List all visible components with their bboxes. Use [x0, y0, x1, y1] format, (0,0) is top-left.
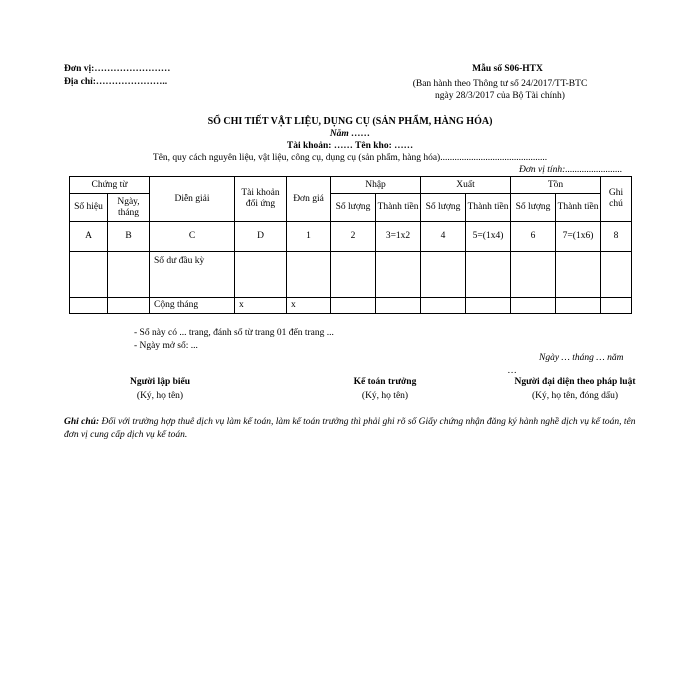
header-nhap: Nhập	[331, 177, 421, 194]
header-xuat-thanh-tien: Thành tiền	[466, 194, 511, 222]
account-line: Tài khoản: …… Tên kho: ……	[286, 141, 414, 151]
header-ton: Tồn	[511, 177, 601, 194]
opening-balance-label: Số dư đầu kỳ	[150, 252, 235, 298]
code-cell: 2	[331, 222, 376, 252]
form-number: Mẫu số S06-HTX	[472, 64, 543, 74]
code-cell: C	[150, 222, 235, 252]
header-dien-giai: Diễn giải	[150, 177, 235, 222]
accountant-title: Kế toán trưởng	[353, 377, 417, 387]
date-line: Ngày … tháng … năm	[539, 353, 624, 363]
entry-cell[interactable]	[511, 252, 556, 298]
code-cell: 5=(1x4)	[466, 222, 511, 252]
monthly-total-label: Cộng tháng	[150, 298, 235, 314]
item-spec-line: Tên, quy cách nguyên liệu, vật liệu, công cụ, dụng cụ (sản phẩm, hàng hóa).............................................	[152, 153, 548, 163]
code-cell: 4	[421, 222, 466, 252]
header-ton-thanh-tien: Thành tiền	[556, 194, 601, 222]
pages-note: - Sổ này có ... trang, đánh số từ trang 01 đến trang ...	[134, 328, 334, 338]
header-nhap-thanh-tien: Thành tiền	[376, 194, 421, 222]
header-ton-so-luong: Số lượng	[511, 194, 556, 222]
entry-cell[interactable]	[70, 298, 108, 314]
code-cell: A	[70, 222, 108, 252]
header-tk-doi-ung: Tài khoản đối ứng	[235, 177, 287, 222]
page-title: SỔ CHI TIẾT VẬT LIỆU, DỤNG CỤ (SẢN PHẨM, HÀNG HÓA)	[207, 116, 493, 127]
entry-cell[interactable]	[108, 252, 150, 298]
date-ellipsis: …	[508, 366, 517, 376]
preparer-title: Người lập biểu	[129, 377, 191, 387]
entry-cell[interactable]	[601, 298, 632, 314]
open-date-note: - Ngày mở sổ: ...	[134, 341, 198, 351]
entry-cell[interactable]	[376, 252, 421, 298]
header-ngay-thang: Ngày, tháng	[108, 194, 150, 222]
total-x-marker: x	[235, 298, 287, 314]
code-cell: B	[108, 222, 150, 252]
header-xuat-so-luong: Số lượng	[421, 194, 466, 222]
code-cell: 6	[511, 222, 556, 252]
unit-label: Đơn vị:……………………	[64, 64, 171, 74]
code-cell: 1	[287, 222, 331, 252]
code-cell: 3=1x2	[376, 222, 421, 252]
representative-title: Người đại diện theo pháp luật	[514, 377, 636, 387]
year-line: Năm ……	[329, 129, 371, 139]
entry-cell[interactable]	[466, 298, 511, 314]
entry-cell[interactable]	[601, 252, 632, 298]
header-nhap-so-luong: Số lượng	[331, 194, 376, 222]
entry-cell[interactable]	[376, 298, 421, 314]
entry-cell[interactable]	[511, 298, 556, 314]
code-cell: 8	[601, 222, 632, 252]
header-don-gia: Đơn giá	[287, 177, 331, 222]
code-cell: D	[235, 222, 287, 252]
entry-cell[interactable]	[331, 298, 376, 314]
ledger-table	[69, 176, 632, 314]
entry-cell[interactable]	[556, 298, 601, 314]
issued-line-1: (Ban hành theo Thông tư số 24/2017/TT-BTC	[412, 79, 588, 89]
entry-cell[interactable]	[235, 252, 287, 298]
header-chung-tu: Chứng từ	[70, 177, 150, 194]
entry-cell[interactable]	[421, 252, 466, 298]
accountant-sub: (Ký, họ tên)	[361, 391, 409, 401]
entry-cell[interactable]	[421, 298, 466, 314]
issued-line-2: ngày 28/3/2017 của Bộ Tài chính)	[435, 91, 565, 101]
unit-of-measure: Đơn vị tính:........................	[519, 165, 623, 175]
entry-cell[interactable]	[556, 252, 601, 298]
total-x-marker: x	[287, 298, 331, 314]
header-xuat: Xuất	[421, 177, 511, 194]
entry-cell[interactable]	[70, 252, 108, 298]
header-ghi-chu: Ghi chú	[601, 177, 632, 222]
entry-cell[interactable]	[287, 252, 331, 298]
preparer-sub: (Ký, họ tên)	[136, 391, 184, 401]
footnote-label: Ghi chú:	[64, 417, 100, 427]
footnote-text: Đối với trường hợp thuê dịch vụ làm kế toán, làm kế toán trưởng thì phải ghi rõ số Giấy chứng nhận đăng ký hành nghề dịch vụ kế toán, tên đơn vị cung cấp dịch vụ kế toán.	[64, 417, 636, 440]
representative-sub: (Ký, họ tên, đóng dấu)	[531, 391, 618, 401]
code-cell: 7=(1x6)	[556, 222, 601, 252]
footnote	[64, 416, 640, 442]
header-so-hieu: Số hiệu	[70, 194, 108, 222]
entry-cell[interactable]	[331, 252, 376, 298]
address-label: Địa chỉ:…………………..	[64, 77, 168, 87]
entry-cell[interactable]	[108, 298, 150, 314]
entry-cell[interactable]	[466, 252, 511, 298]
